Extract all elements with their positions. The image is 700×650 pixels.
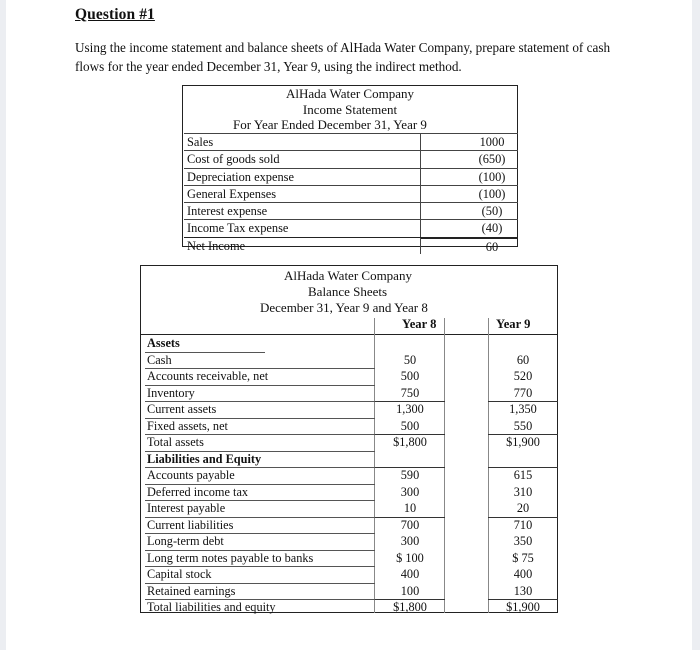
year9-value: $1,900 <box>506 435 540 449</box>
column-header-year8: Year 8 <box>402 317 437 331</box>
row-value: 1000 <box>479 135 505 149</box>
statement-period: For Year Ended December 31, Year 9 <box>233 117 427 132</box>
year8-value: $1,800 <box>393 435 427 449</box>
table-row <box>145 599 558 616</box>
row-label: Net Income <box>184 238 421 254</box>
year8-value: 10 <box>403 501 417 515</box>
row-value: (50) <box>481 204 503 219</box>
year9-value: 350 <box>513 534 533 548</box>
table-row <box>145 401 558 418</box>
year8-value: $ 100 <box>396 550 424 565</box>
year9-value: 20 <box>516 501 530 515</box>
table-row <box>145 550 558 567</box>
income-statement-header <box>182 86 518 133</box>
row-label: Retained earnings <box>147 583 236 598</box>
income-statement-rows <box>184 133 518 254</box>
year9-value: 550 <box>513 418 533 433</box>
row-label: Total liabilities and equity <box>147 600 276 614</box>
row-value: 60 <box>421 238 518 254</box>
year8-value: 500 <box>400 418 420 433</box>
row-label: Deferred income tax <box>147 484 249 499</box>
year9-value: 710 <box>513 517 533 532</box>
table-row <box>184 168 518 185</box>
table-row <box>145 500 558 517</box>
year9-value: 520 <box>513 369 533 383</box>
table-row <box>184 133 518 150</box>
row-label: Current liabilities <box>147 517 234 532</box>
year9-value: 770 <box>513 385 533 400</box>
year8-value: 590 <box>400 468 420 482</box>
year8-value: 100 <box>400 583 420 598</box>
year9-value: 615 <box>513 468 533 482</box>
table-row <box>145 434 558 451</box>
table-row <box>145 566 558 583</box>
year8-value: 400 <box>400 567 420 581</box>
table-row <box>145 418 558 435</box>
row-label: Accounts payable <box>147 468 235 482</box>
row-label: Capital stock <box>147 567 212 581</box>
year8-value: 300 <box>400 484 420 499</box>
row-label: Fixed assets, net <box>147 418 228 433</box>
table-row <box>184 150 518 167</box>
table-row <box>145 385 558 402</box>
company-name: AlHada Water Company <box>286 86 414 101</box>
row-label: Long term notes payable to banks <box>147 550 314 565</box>
year8-value: 300 <box>400 534 420 548</box>
year9-value: 1,350 <box>509 402 537 416</box>
row-label: Accounts receivable, net <box>147 369 269 383</box>
year9-value: 310 <box>513 484 533 499</box>
balance-sheet-rows <box>145 335 558 616</box>
year9-value: 60 <box>516 352 530 367</box>
row-label: Cost of goods sold <box>184 151 421 167</box>
row-value: (650) <box>478 152 506 167</box>
row-label: Income Tax expense <box>184 220 421 236</box>
year8-value: 750 <box>400 385 420 400</box>
table-row <box>145 533 558 550</box>
row-value: (100) <box>478 186 506 201</box>
row-label: Inventory <box>147 385 195 400</box>
year9-value: 130 <box>513 583 533 598</box>
row-label: Long-term debt <box>147 534 224 548</box>
row-value: (40) <box>481 221 503 236</box>
row-label: General Expenses <box>184 186 421 202</box>
row-label: Liabilities and Equity <box>147 451 262 466</box>
year8-value: 700 <box>400 517 420 532</box>
table-row <box>145 467 558 484</box>
row-label: Interest payable <box>147 501 226 515</box>
question-title: Question #1 <box>75 6 155 23</box>
page-right-margin <box>692 0 700 650</box>
year9-value: 400 <box>513 567 533 581</box>
year8-value: 50 <box>403 352 417 367</box>
table-row <box>145 583 558 600</box>
statement-title: Income Statement <box>302 101 398 117</box>
table-row <box>184 202 518 219</box>
year9-value: $ 75 <box>512 550 534 565</box>
year8-value: 1,300 <box>396 402 424 416</box>
row-label: Sales <box>184 134 421 150</box>
table-row <box>145 368 558 385</box>
table-row <box>184 185 518 202</box>
net-income-row <box>184 237 518 254</box>
row-label: Cash <box>147 352 172 367</box>
row-label: Assets <box>147 336 180 350</box>
section-heading-assets <box>145 335 558 352</box>
row-label: Total assets <box>147 435 204 449</box>
section-heading-liabilities <box>145 451 558 468</box>
table-row <box>145 517 558 534</box>
year8-value: $1,800 <box>393 600 427 614</box>
table-row <box>184 219 518 236</box>
statement-title: Balance Sheets <box>308 284 388 299</box>
company-name: AlHada Water Company <box>284 268 412 283</box>
column-header-year9: Year 9 <box>496 317 531 331</box>
row-label: Interest expense <box>184 203 421 219</box>
table-row <box>145 352 558 369</box>
table-row <box>145 484 558 501</box>
page-left-margin <box>0 0 6 650</box>
row-label: Depreciation expense <box>184 169 421 185</box>
question-prompt: Using the income statement and balance sheets of AlHada Water Company, prepare statement of cash flows for the year ended December 31, Year 9, using the indirect method. <box>75 40 611 74</box>
row-value: (100) <box>478 169 506 184</box>
year9-value: $1,900 <box>506 600 540 614</box>
year8-value: 500 <box>400 369 420 383</box>
statement-period: December 31, Year 9 and Year 8 <box>260 300 428 315</box>
row-label: Current assets <box>147 402 217 416</box>
